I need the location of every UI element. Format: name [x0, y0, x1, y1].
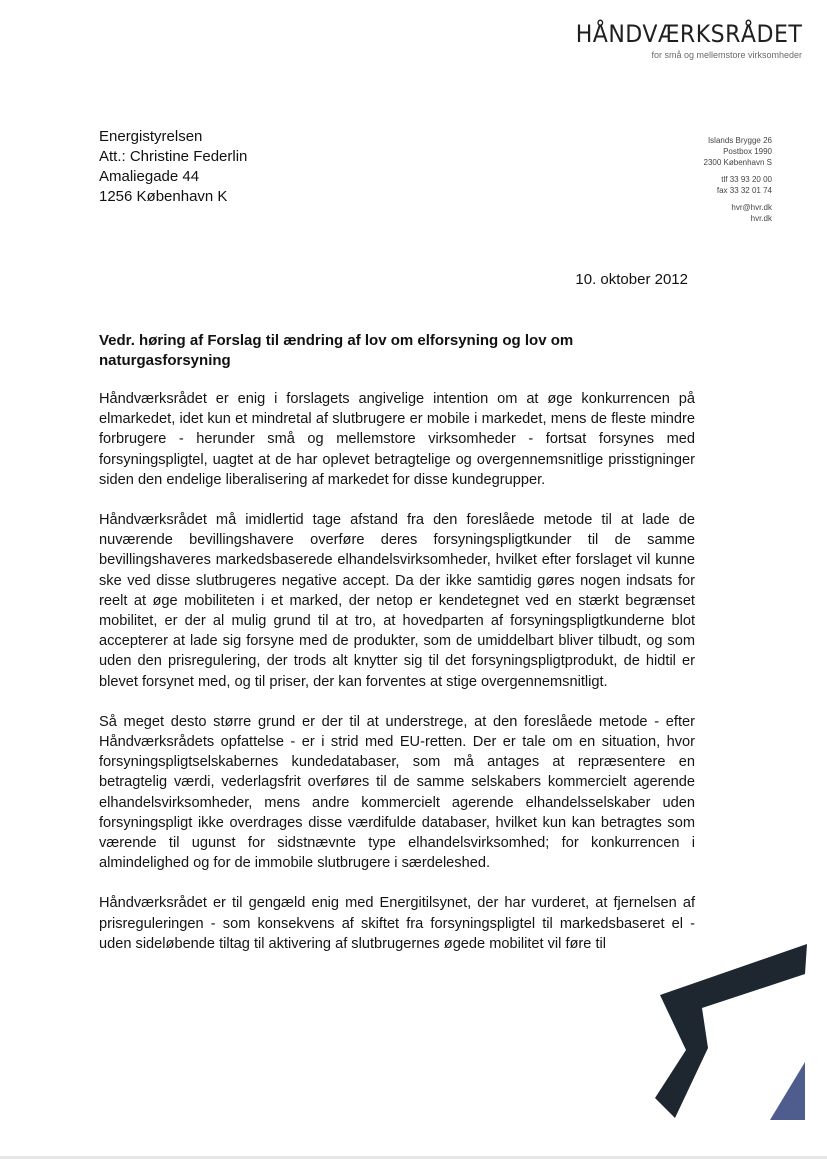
recipient-attention: Att.: Christine Federlin: [99, 148, 248, 165]
decorative-ribbon-graphic: [520, 940, 827, 1150]
recipient-street: Amaliegade 44: [99, 168, 200, 185]
logo-tagline: for små og mellemstore virksomheder: [651, 50, 802, 60]
letter-date: 10. oktober 2012: [575, 271, 688, 288]
logo-wordmark: HÅNDVÆRKSRÅDET: [575, 20, 802, 48]
page-bottom-edge: [0, 1156, 827, 1159]
sender-postbox: Postbox 1990: [723, 147, 772, 156]
company-logo: [556, 20, 802, 60]
recipient-address: [99, 127, 247, 207]
letter-subject: Vedr. høring af Forslag til ændring af lov om elforsyning og lov om naturgasforsyning: [99, 332, 574, 369]
ribbon-dark-band: [655, 944, 807, 1118]
paragraph-3: Så meget desto større grund er der til at understrege, at den foreslåede metode - efter Håndværksrådets opfattelse - er i strid med EU-retten. Der er tale om en situation, hvor forsyningspligtselskabernes kundedatabaser, som må antages at repræsentere en betragtelig værdi, vederlagsfrit overføres til de samme selskabers kommercielt agerende elhandelsvirksomheder, mens andre kommercielt agerende elhandelsselskaber uden forsyningspligt ikke overdrages disse værdifulde databaser, hvilket kun kan betragtes som værende til ugunst for sidstnævnte type elhandelsvirksomhed; for konkurrencen i almindelighed og for de immobile slutbrugere i særdeleshed.: [99, 713, 695, 872]
ribbon-blue-triangle: [770, 1062, 805, 1120]
recipient-city: 1256 København K: [99, 188, 228, 205]
paragraph-1: Håndværksrådet er enig i forslagets angivelige intention om at øge konkurrencen på elmarkedet, idet kun et mindretal af slutbrugere er mobile i markedet, mens de fleste mindre forbrugere - herunder små og mellemstore virksomheder - fortsat forsynes med forsyningspligtel, uagtet at de har oplevet betragtelige og overgennemsnitlige prisstigninger siden den endelige liberalisering af markedet for disse kundegrupper.: [99, 391, 695, 488]
sender-street: Islands Brygge 26: [707, 136, 772, 145]
sender-city: 2300 København S: [703, 158, 772, 167]
paragraph-2: Håndværksrådet må imidlertid tage afstand fra den foreslåede metode til at lade de nuværende bevillingshavere overføre deres forsyningspligtkunder til de samme bevillingshaveres markedsbaserede elhandelsvirksomheder, hvilket efter forslaget vil kunne ske ved disse slutbrugeres negative accept. Da der ikke samtidig gøres nogen indsats for reelt at øge mobiliteten i et marked, der netop er kendetegnet ved en stærkt begrænset mobilitet, er der al mulig grund til at tro, at hovedparten af forsyningspligtkunderne blot accepterer at lade sig forsyne med de produkter, som de umiddelbart bliver tilbudt, og som uden den prisregulering, der trods alt knytter sig til det forsyningspligtprodukt, de hidtil er blevet forsynet med, og til priser, der kan forventes at stige overgennemsnitligt.: [99, 512, 695, 690]
recipient-organization: Energistyrelsen: [99, 128, 203, 145]
sender-phone: tlf 33 93 20 00: [721, 175, 772, 184]
sender-email: hvr@hvr.dk: [731, 203, 772, 212]
paragraph-4: Håndværksrådet er til gengæld enig med Energitilsynet, der har vurderet, at fjernelsen af prisreguleringen - som konsekvens af skiftet fra forsyningspligtel til markedsbaseret el - uden sideløbende tiltag til aktivering af slutbrugernes øgede mobilitet vil føre til: [99, 895, 695, 952]
sender-contact-block: [704, 135, 773, 224]
letter-body: [99, 389, 695, 974]
sender-fax: fax 33 32 01 74: [716, 186, 772, 195]
sender-website: hvr.dk: [750, 214, 772, 223]
